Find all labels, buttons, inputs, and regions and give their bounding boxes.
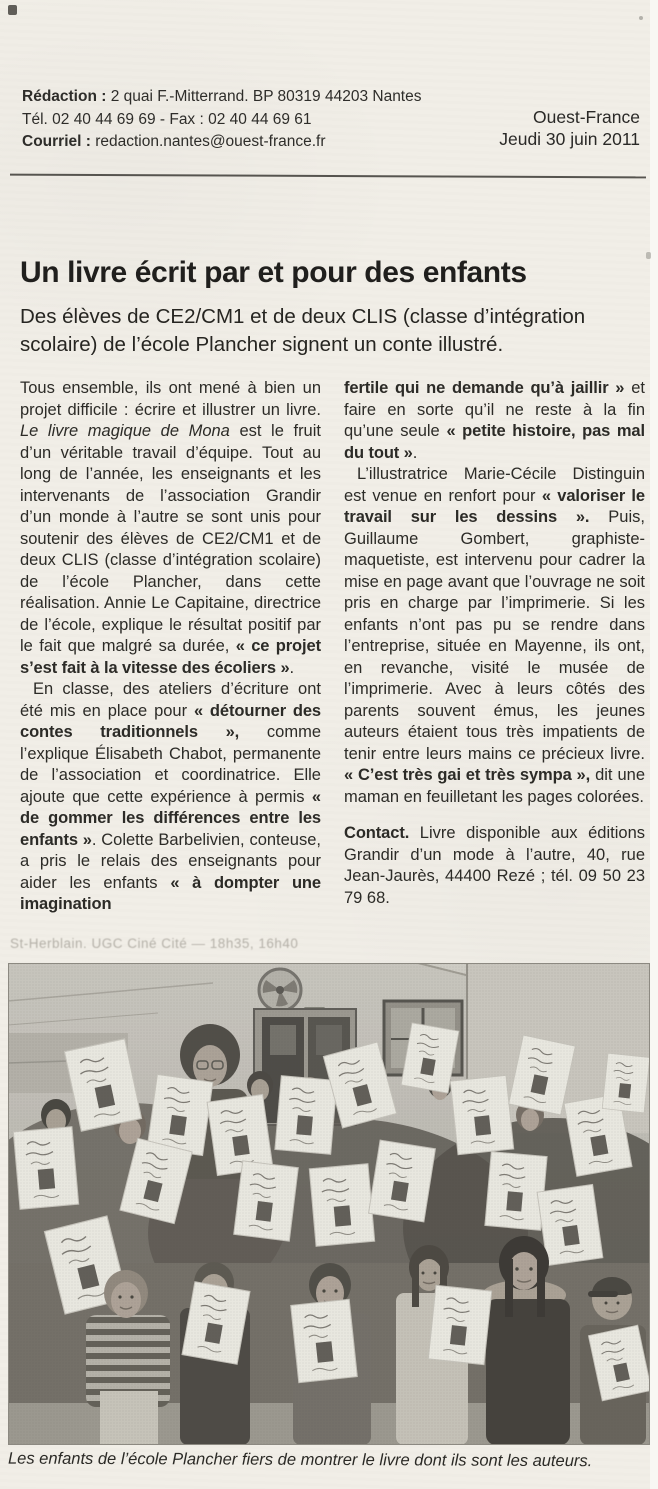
- masthead-edition-block: [499, 106, 640, 150]
- scan-speck: [646, 252, 651, 259]
- masthead-contact-block: [22, 86, 422, 154]
- article-headline: Un livre écrit par et pour des enfants: [20, 256, 527, 289]
- masthead-paper-name: Ouest-France: [533, 107, 640, 127]
- divider-rule: [10, 174, 646, 179]
- redaction-address: 2 quai F.-Mitterrand. BP 80319 44203 Nantes: [106, 88, 422, 105]
- article-photo: [7, 963, 650, 1471]
- masthead-redaction-line: [22, 86, 422, 109]
- classroom-photo-illustration: [8, 963, 650, 1445]
- redaction-label: Rédaction :: [22, 88, 107, 105]
- column-right: [344, 378, 645, 916]
- scan-speck: [639, 16, 643, 20]
- article-subhead: Des élèves de CE2/CM1 et de deux CLIS (classe d’intégration scolaire) de l’école Plancher signent un conte illustré.: [20, 305, 586, 356]
- article-paragraph: L’illustratrice Marie-Cécile Distinguin est venue en renfort pour « valoriser le travail sur les dessins ». Puis, Guillaume Gombert, graphiste-maquetiste, est intervenu pour cadrer la mise en page avant que l’ouvrage ne soit pris en charge par l’imprimerie. Si les enfants n’ont pas pu se rendre dans l’entreprise, située en Mayenne, ils ont, en revanche, visité le musée de l’imprimerie. Avec à leurs côtés des parents souvent émus, les jeunes auteurs étaient tous très impatients de tenir entre leurs mains ce précieux livre. « C’est très gai et très sympa », dit une maman en feuilletant les pages colorées.: [344, 465, 646, 806]
- column-left: [20, 378, 321, 916]
- article-paragraph: Tous ensemble, ils ont mené à bien un projet difficile : écrire et illustrer un livre. Le livre magique de Mona est le fruit d’un véritable travail d’équipe. Tout au long de l’année, les enseignants et les intervenants de l’association Grandir d’un monde à l’autre se sont unis pour soutenir des élèves de CE2/CM1 et de deux CLIS (classe d’intégration scolaire) de l’école Plancher, dans cette réalisation. Annie Le Capitaine, directrice de l’école, explique le résultat positif par le fait que malgré sa durée, « ce projet s’est fait à la vitesse des écoliers ».: [20, 379, 321, 677]
- article-paragraph: En classe, des ateliers d’écriture ont été mis en place pour « détourner des contes traditionnels », comme l’explique Élisabeth Chabot, permanente de l’association et coordinatrice. Elle ajoute que cette expérience à permis « de gommer les différences entre les enfants ». Colette Barbelivien, conteuse, a pris le relais des enseignants pour aider les enfants « à dompter une imagination: [20, 680, 321, 913]
- masthead-issue-date: Jeudi 30 juin 2011: [499, 129, 640, 149]
- ghost-cinema-line: St-Herblain. UGC Ciné Cité — 18h35, 16h40: [10, 936, 299, 951]
- scan-speck: [8, 5, 17, 15]
- article-columns: [20, 378, 646, 916]
- article-paragraph: fertile qui ne demande qu’à jaillir » et faire en sorte qu’il ne reste à la fin qu’une seule « petite histoire, pas mal du tout ».: [344, 379, 645, 462]
- courriel-address: redaction.nantes@ouest-france.fr: [90, 133, 326, 150]
- masthead-tel-fax-line: Tél. 02 40 44 69 69 - Fax : 02 40 44 69 61: [22, 110, 312, 128]
- courriel-label: Courriel :: [22, 133, 91, 150]
- photo-caption: Les enfants de l’école Plancher fiers de montrer le livre dont ils sont les auteurs.: [7, 1449, 593, 1471]
- masthead-courriel-line: [22, 131, 422, 154]
- scan-edge: [650, 0, 658, 1489]
- article-paragraph: Contact. Livre disponible aux éditions Grandir d’un mode à l’autre, 40, rue Jean-Jaurès, 44400 Rezé ; tél. 09 50 23 79 68.: [344, 824, 645, 907]
